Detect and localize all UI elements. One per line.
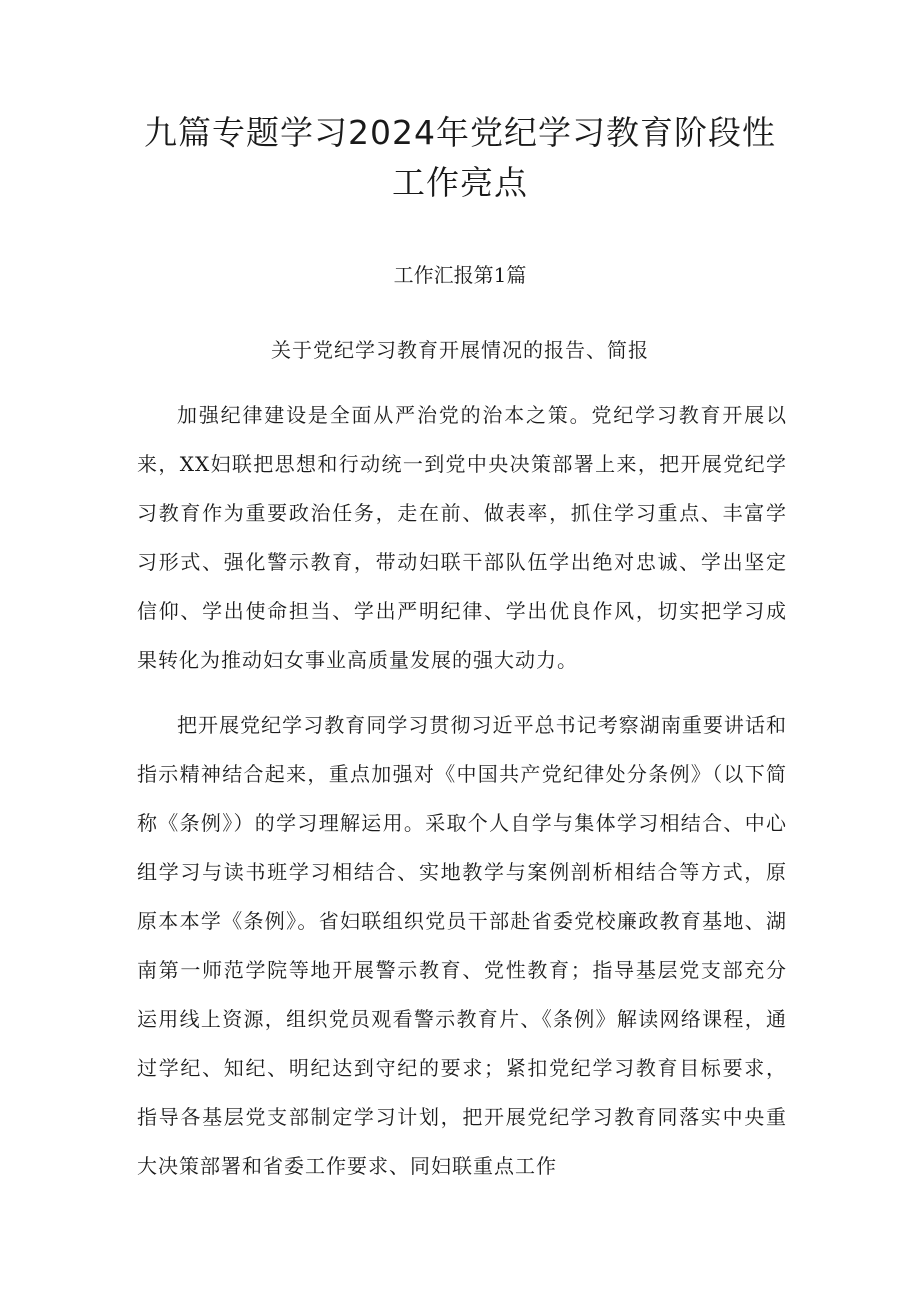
- document-title: 九篇专题学习2024年党纪学习教育阶段性工作亮点: [144, 113, 776, 202]
- report-heading: 关于党纪学习教育开展情况的报告、简报: [271, 338, 649, 362]
- paragraph-1: 加强纪律建设是全面从严治党的治本之策。党纪学习教育开展以来，XX妇联把思想和行动统一到党中央决策部署上来，把开展党纪学习教育作为重要政治任务，走在前、做表率，抓住学习重点、丰富学习形式、强化警示教育，带动妇联干部队伍学出绝对忠诚、学出坚定信仰、学出使命担当、学出严明纪律、学出优良作风，切实把学习成果转化为推动妇女事业高质量发展的强大动力。: [137, 403, 787, 672]
- paragraph-2: 把开展党纪学习教育同学习贯彻习近平总书记考察湖南重要讲话和指示精神结合起来，重点加强对《中国共产党纪律处分条例》（以下简称《条例》）的学习理解运用。采取个人自学与集体学习相结合、中心组学习与读书班学习相结合、实地教学与案例剖析相结合等方式，原原本本学《条例》。省妇联组织党员干部赴省委党校廉政教育基地、湖南第一师范学院等地开展警示教育、党性教育；指导基层党支部充分运用线上资源，组织党员观看警示教育片、《条例》解读网络课程，通过学纪、知纪、明纪达到守纪的要求；紧扣党纪学习教育目标要求，指导各基层党支部制定学习计划，把开展党纪学习教育同落实中央重大决策部署和省委工作要求、同妇联重点工作: [137, 713, 787, 1178]
- section-label: 工作汇报第1篇: [393, 263, 527, 287]
